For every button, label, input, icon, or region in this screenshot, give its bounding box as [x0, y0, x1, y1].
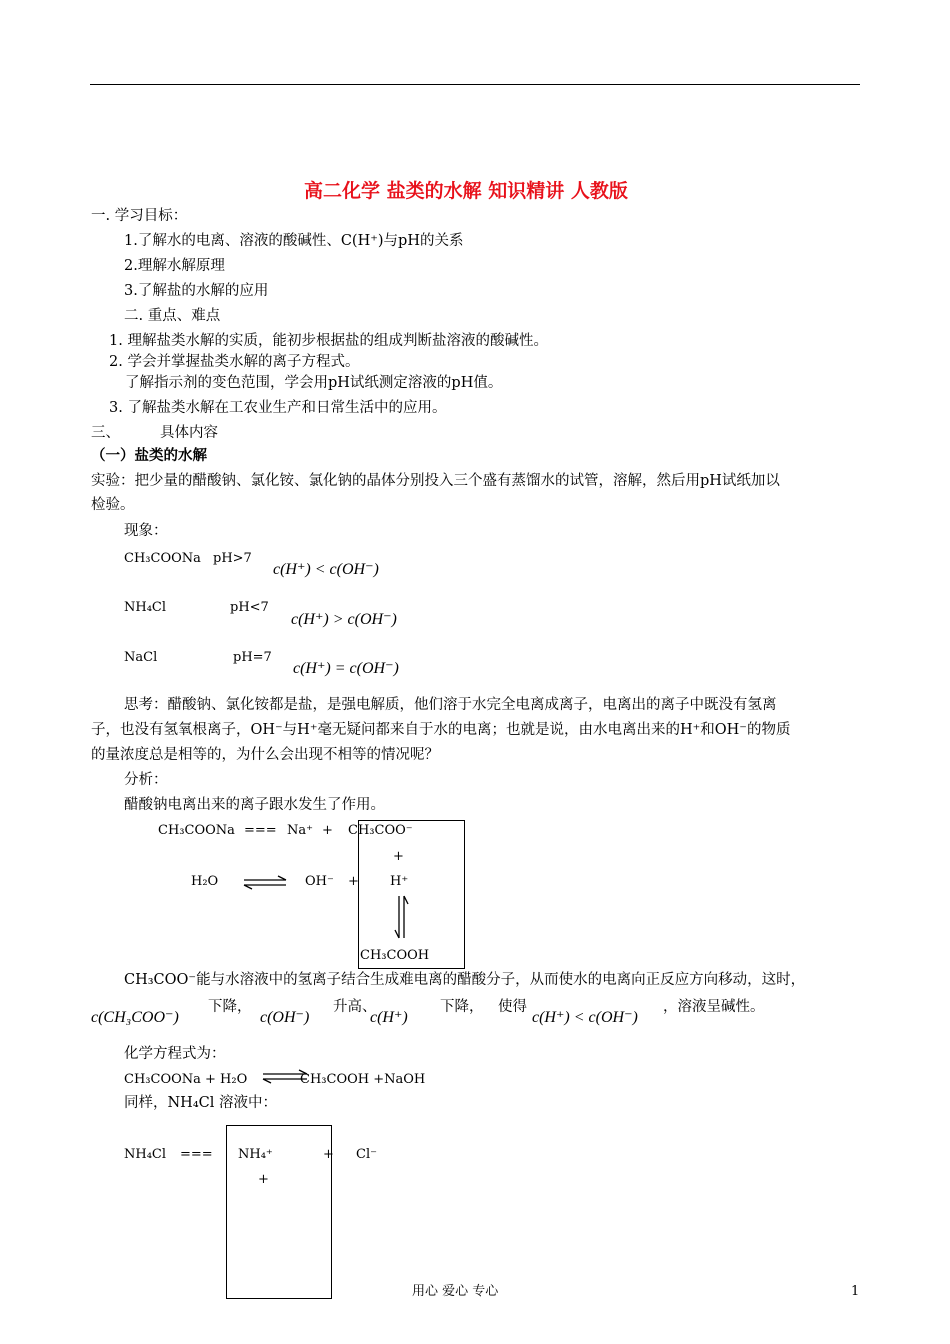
goal-item-2: 2.理解水解原理 — [124, 258, 225, 274]
key-item-1: 1. 理解盐类水解的实质，能初步根据盐的组成判断盐溶液的酸碱性。 — [109, 333, 548, 349]
section3-heading-num: 三、 — [91, 425, 120, 441]
salt-nacl: NaCl — [124, 650, 158, 665]
diagram1-oh: OH⁻ — [305, 874, 334, 889]
think-line-2: 子，也没有氢氧根离子，OH⁻与H⁺毫无疑问都来自于水的电离；也就是说，由水电离出来的H⁺和OH⁻的物质 — [91, 722, 791, 738]
diagram2-plus: + — [323, 1147, 334, 1162]
experiment-line-1: 实验：把少量的醋酸钠、氯化铵、氯化钠的晶体分别投入三个盛有蒸馏水的试管，溶解，然后用pH试纸加以 — [91, 473, 780, 489]
explain-text-5: ，溶液呈碱性。 — [663, 999, 765, 1015]
ph-nh4cl: pH<7 — [230, 600, 269, 615]
key-item-3: 3. 了解盐类水解在工农业生产和日常生活中的应用。 — [109, 400, 447, 416]
section2-heading: 二. 重点、难点 — [124, 308, 221, 324]
same-line: 同样，NH₄Cl 溶液中： — [124, 1095, 277, 1111]
analysis-label: 分析： — [124, 772, 168, 788]
chem-eq-label: 化学方程式为： — [124, 1046, 226, 1062]
explain-c-ch3coo: c(CH₃COO⁻) — [91, 1009, 179, 1026]
relation-ch3coona: c(H⁺) < c(OH⁻) — [273, 561, 379, 578]
explain-line-1: CH₃COO⁻能与水溶液中的氢离子结合生成难电离的醋酸分子，从而使水的电离向正反应方向移动，这时， — [124, 972, 806, 988]
goal-item-1: 1.了解水的电离、溶液的酸碱性、C(H⁺)与pH的关系 — [124, 233, 464, 249]
section3-heading: 具体内容 — [160, 425, 218, 441]
relation-nacl: c(H⁺) = c(OH⁻) — [293, 660, 399, 677]
explain-c-oh: c(OH⁻) — [260, 1009, 310, 1026]
diagram1-plus2: + — [393, 849, 404, 864]
diagram1-anion: CH₃COO⁻ — [348, 823, 413, 838]
think-line-3: 的量浓度总是相等的，为什么会出现不相等的情况呢？ — [91, 747, 439, 763]
chem-eq-left: CH₃COONa + H₂O — [124, 1072, 248, 1087]
ph-nacl: pH=7 — [233, 650, 272, 665]
experiment-line-2: 检验。 — [91, 497, 135, 513]
salt-ch3coona: CH₃COONa — [124, 551, 201, 566]
ion-combination-box — [358, 820, 465, 969]
ph-ch3coona: pH>7 — [213, 551, 252, 566]
diagram2-plus2: + — [258, 1172, 269, 1187]
explain-c-relation: c(H⁺) < c(OH⁻) — [532, 1009, 638, 1026]
footer-slogan: 用心 爱心 专心 — [412, 1284, 499, 1299]
explain-text-2: 升高、 — [333, 999, 377, 1015]
goal-item-3: 3.了解盐的水解的应用 — [124, 283, 269, 299]
header-rule — [90, 84, 860, 85]
vertical-equilibrium-arrow-icon — [394, 894, 410, 940]
diagram2-cation: NH₄⁺ — [238, 1147, 273, 1162]
explain-text-3: 下降， — [440, 999, 484, 1015]
diagram2-eq: === — [180, 1147, 213, 1162]
explain-text-4: 使得 — [498, 999, 527, 1015]
page-title: 高二化学 盐类的水解 知识精讲 人教版 — [304, 180, 628, 202]
relation-nh4cl: c(H⁺) > c(OH⁻) — [291, 611, 397, 628]
key-item-2: 2. 学会并掌握盐类水解的离子方程式。 — [109, 354, 360, 370]
diagram2-anion: Cl⁻ — [356, 1147, 377, 1162]
diagram1-eq: === — [244, 823, 277, 838]
explain-c-h: c(H⁺) — [370, 1009, 408, 1026]
diagram1-plus3: + — [348, 874, 359, 889]
subsection-heading: （一）盐类的水解 — [91, 448, 207, 464]
diagram1-plus: + — [322, 823, 333, 838]
equilibrium-arrow-icon — [242, 876, 288, 890]
chem-eq-right: CH₃COOH +NaOH — [300, 1072, 426, 1087]
key-item-2b: 了解指示剂的变色范围，学会用pH试纸测定溶液的pH值。 — [125, 375, 503, 391]
diagram2-salt: NH₄Cl — [124, 1147, 167, 1162]
diagram1-h: H⁺ — [390, 874, 409, 889]
diagram1-water: H₂O — [191, 874, 219, 889]
salt-nh4cl: NH₄Cl — [124, 600, 167, 615]
diagram1-salt: CH₃COONa — [158, 823, 235, 838]
explain-text-1: 下降， — [208, 999, 252, 1015]
page-number: 1 — [851, 1284, 860, 1299]
section1-heading: 一. 学习目标： — [91, 208, 188, 224]
phenomenon-label: 现象： — [124, 523, 168, 539]
diagram1-product: CH₃COOH — [360, 948, 430, 963]
analysis-text: 醋酸钠电离出来的离子跟水发生了作用。 — [124, 797, 385, 813]
diagram1-cation: Na⁺ — [287, 823, 313, 838]
think-line-1: 思考：醋酸钠、氯化铵都是盐，是强电解质，他们溶于水完全电离成离子，电离出的离子中既没有氢离 — [124, 697, 777, 713]
